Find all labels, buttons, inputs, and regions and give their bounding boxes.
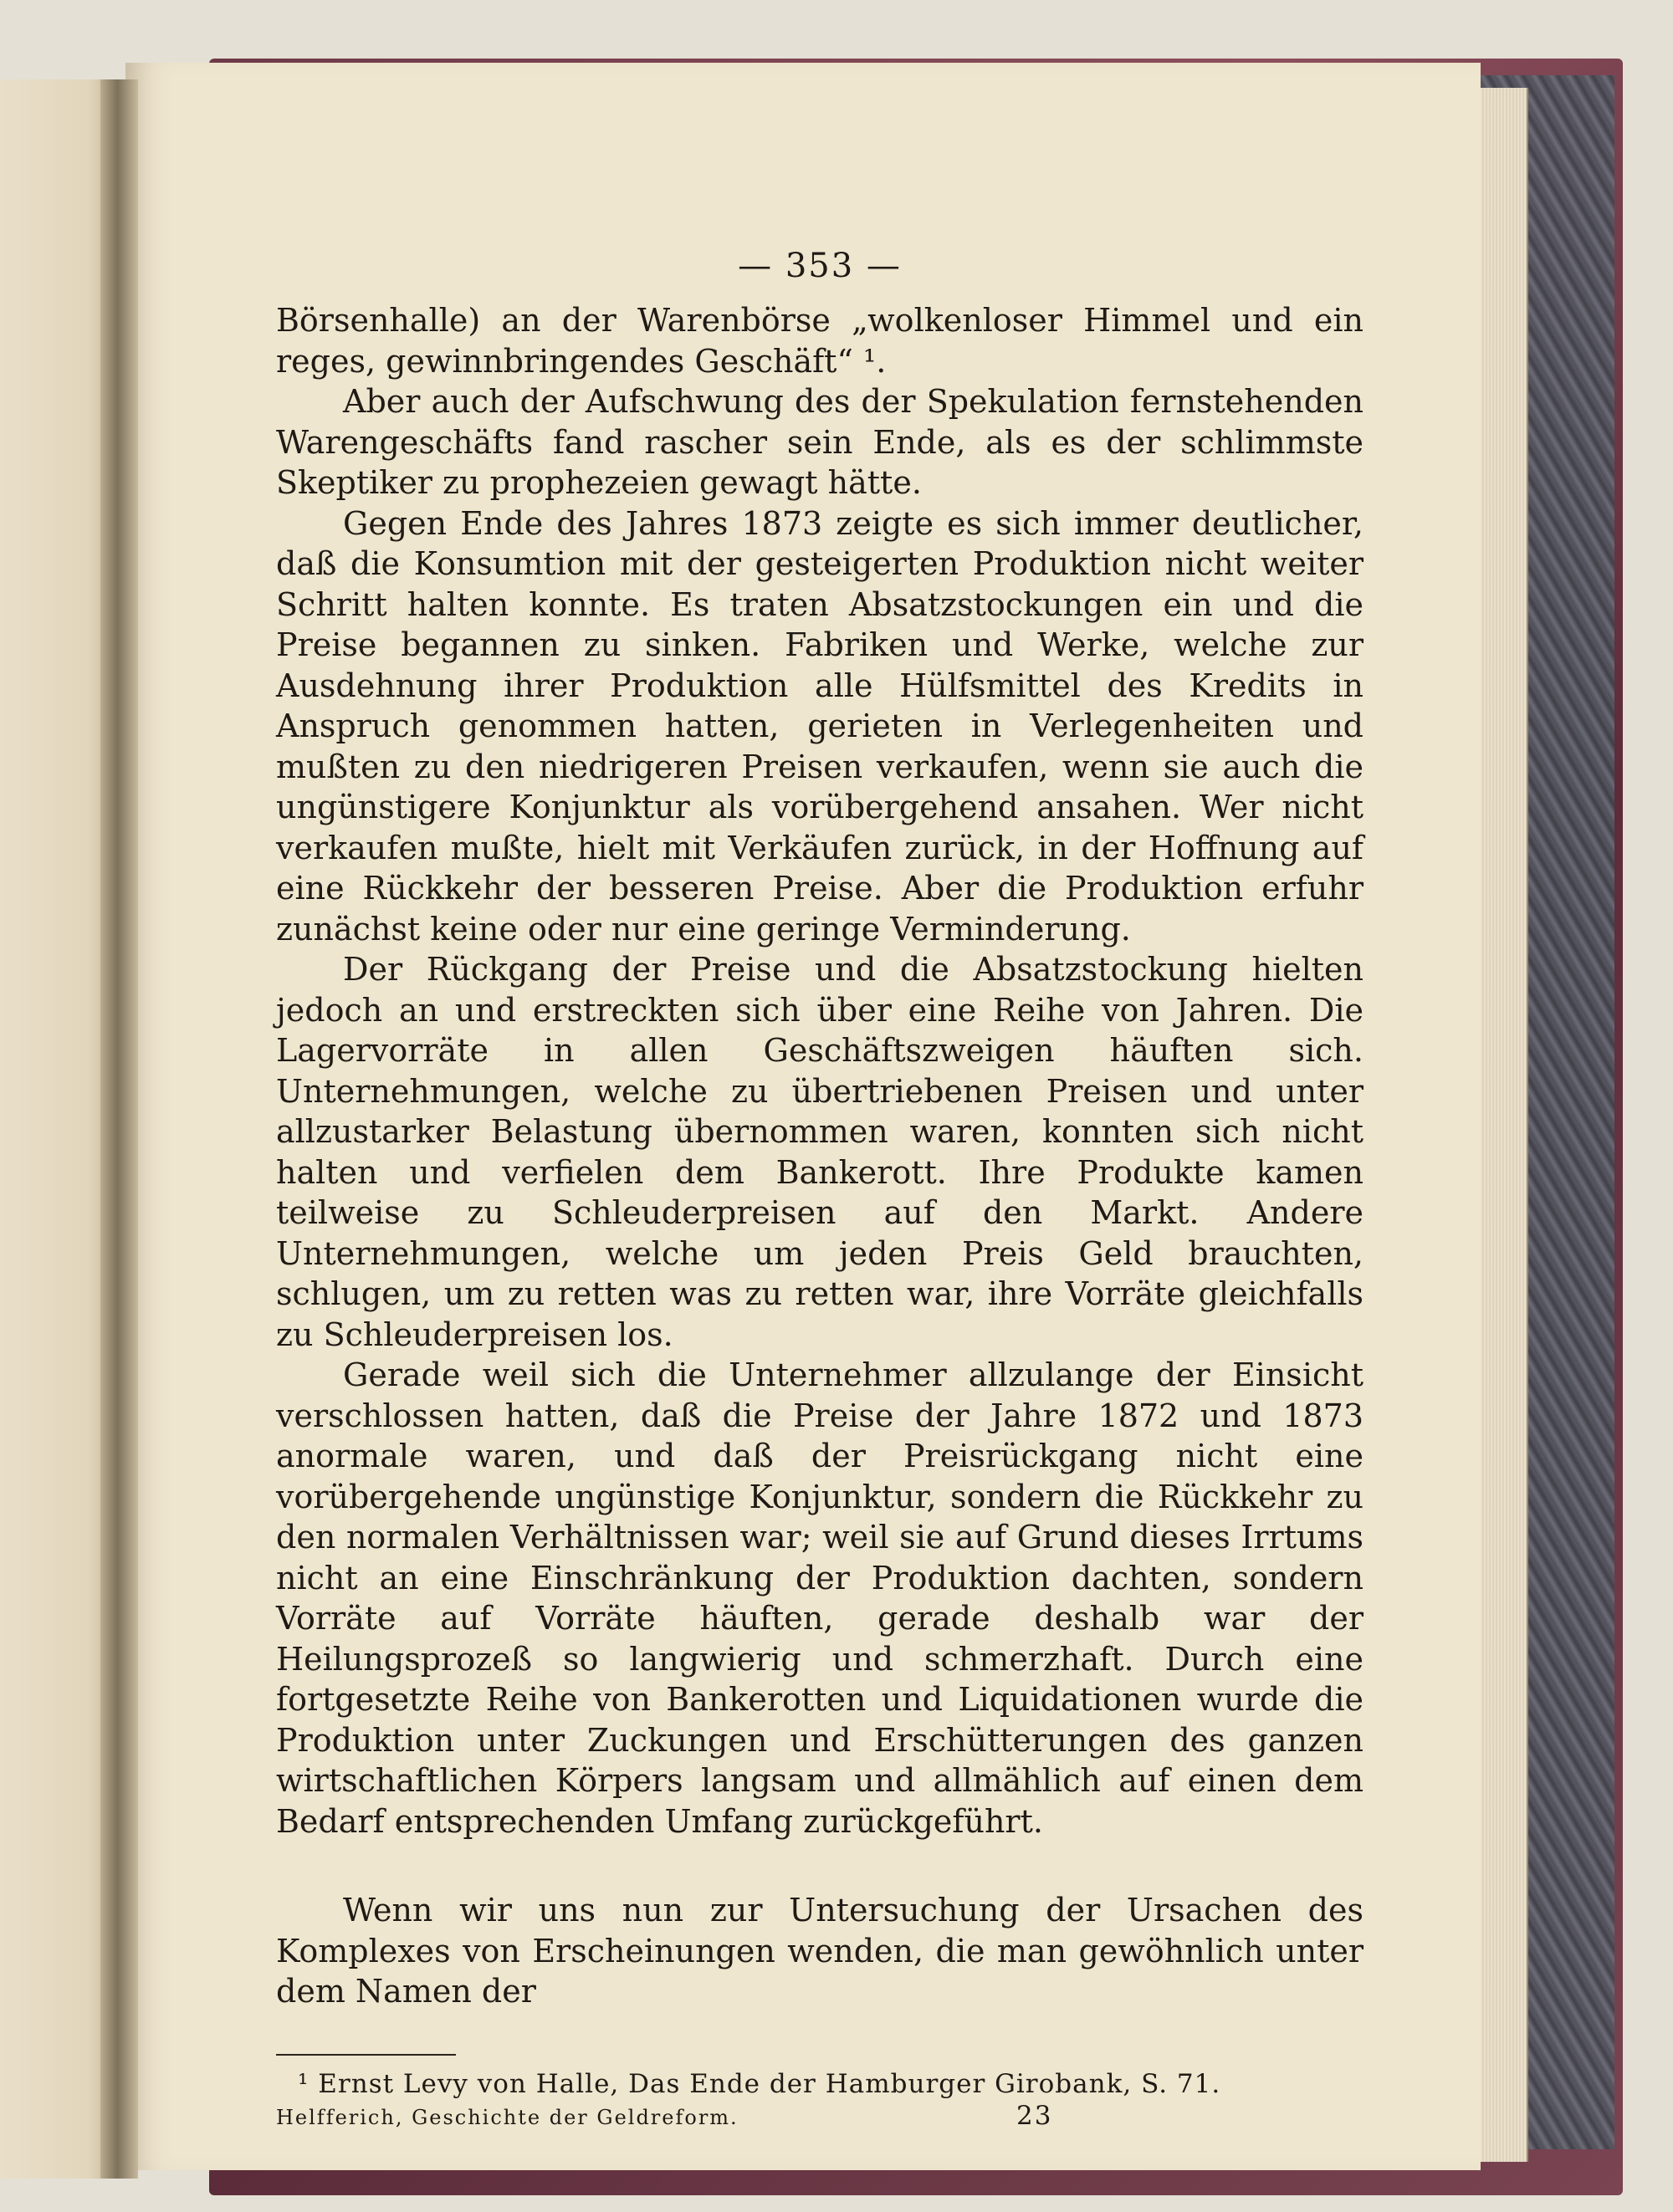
sheet-number: 23 [1016,2100,1053,2131]
page-number: — 353 — [738,247,902,285]
paragraph-3: Gegen Ende des Jahres 1873 zeigte es sich immer deutlicher, daß die Konsumtion mit der gesteigerten Produktion nicht weiter Schritt halten konnte. Es traten Absatzstockungen ein und die Preise begannen zu sinken. Fabriken und Werke, welche zur Ausdehnung ihrer Produktion alle Hülfsmittel des Kredits in Anspruch genommen hatten, gerieten in Verlegenheiten und mußten zu den niedrigeren Preisen verkaufen, wenn sie auch die ungünstigere Konjunktur als vorübergehend ansahen. Wer nicht verkaufen mußte, hielt mit Verkäufen zurück, in der Hoffnung auf eine Rückkehr der besseren Preise. Aber die Produktion erfuhr zunächst keine oder nur eine geringe Verminderung. [276,504,1363,948]
page-content [276,247,1363,2136]
section-gap [276,1842,1363,1890]
page-gutter [100,79,138,2179]
paragraph-4: Der Rückgang der Preise und die Absatzstockung hielten jedoch an und erstreckten sich über eine Reihe von Jahren. Die Lagervorräte in allen Geschäftszweigen häuften sich. Unternehmungen, welche zu übertriebenen Preisen und unter allzustarker Belastung übernommen waren, konnten sich nicht halten und verfielen dem Bankerott. Ihre Produkte kamen teilweise zu Schleuderpreisen auf den Markt. Andere Unternehmungen, welche um jeden Preis Geld brauchten, schlugen, um zu retten was zu retten war, ihre Vorräte gleichfalls zu Schleuderpreisen los. [276,951,1363,1353]
signature-row [276,2101,1363,2136]
footnote-divider [276,2054,456,2056]
paragraph-5: Gerade weil sich die Unternehmer allzulange der Einsicht verschlossen hatten, daß die Preise der Jahre 1872 und 1873 anormale waren, und daß der Preisrückgang nicht eine vorübergehende ungünstige Konjunktur, sondern die Rückkehr zu den normalen Verhältnissen war; weil sie auf Grund dieses Irrtums nicht an eine Einschränkung der Produktion dachten, sondern Vorräte auf Vorräte häuften, gerade deshalb war der Heilungsprozeß so langwierig und schmerzhaft. Durch eine fortgesetzte Reihe von Bankerotten und Liquidationen wurde die Produktion unter Zuckungen und Erschütterungen des ganzen wirtschaftlichen Körpers langsam und allmählich auf einen dem Bedarf entsprechenden Umfang zurückgeführt. [276,1356,1363,1840]
paragraph-1: Börsenhalle) an der Warenbörse „wolkenloser Himmel und ein reges, gewinnbringendes Geschäft“ ¹. [276,302,1363,380]
footnote: ¹ Ernst Levy von Halle, Das Ende der Hamburger Girobank, S. 71. [298,2068,1221,2099]
paragraph-2: Aber auch der Aufschwung des der Spekulation fernstehenden Warengeschäfts fand rascher sein Ende, als es der schlimmste Skeptiker zu prophezeien gewagt hätte. [276,383,1363,501]
book-page [125,63,1481,2170]
paragraph-6: Wenn wir uns nun zur Untersuchung der Ursachen des Komplexes von Erscheinungen wenden, die man gewöhnlich unter dem Namen der [276,1892,1363,2010]
printer-signature: Helfferich, Geschichte der Geldreform. [276,2105,739,2129]
